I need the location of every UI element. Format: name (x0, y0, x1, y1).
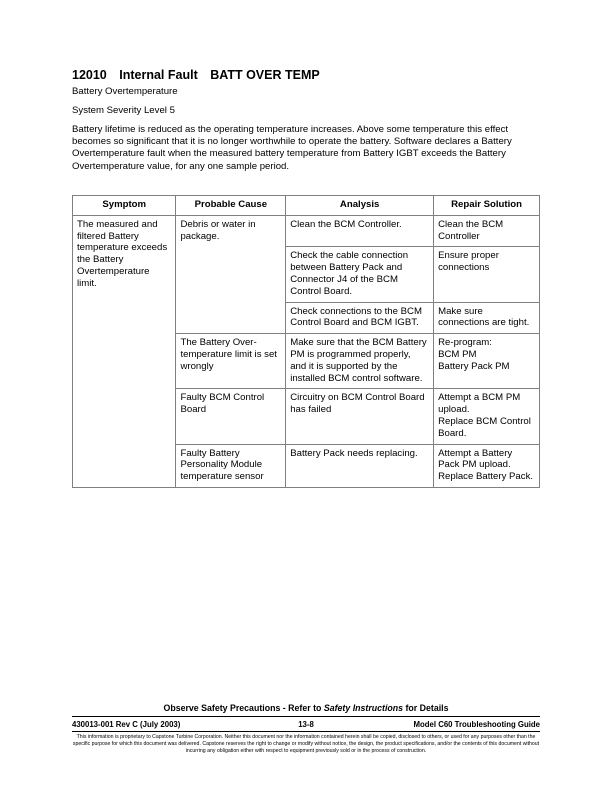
table-header-row (73, 196, 540, 216)
repair-line: Replace Battery Pack. (438, 471, 534, 483)
symptom-cell: The measured and filtered Battery temperature exceeds the Battery Overtemperature limit. (73, 215, 176, 487)
header-symptom: Symptom (73, 196, 176, 216)
severity-level: System Severity Level 5 (72, 105, 175, 116)
repair-line: Battery Pack PM (438, 360, 510, 372)
fault-name: BATT OVER TEMP (210, 68, 320, 82)
repair-cell (434, 215, 540, 247)
repair-cell (434, 247, 540, 302)
fault-subtitle: Battery Overtemperature (72, 86, 178, 97)
document-number: 430013-001 Rev C (July 2003) (72, 720, 181, 729)
troubleshooting-table (72, 195, 540, 488)
repair-line: Clean the BCM Controller (438, 218, 504, 242)
repair-line: Replace BCM Control Board. (438, 415, 531, 439)
analysis-cell: Battery Pack needs replacing. (286, 444, 434, 487)
cause-cell: Faulty Battery Personality Module temperature sensor (176, 444, 286, 487)
analysis-cell: Check connections to the BCM Control Board and BCM IGBT. (286, 302, 434, 334)
safety-notice (72, 703, 540, 713)
legal-notice: This information is proprietary to Capstone Turbine Corporation. Neither this document nor the information contained herein shall be copied, disclosed to others, or used for any purposes other than the specific purpose for which this document was delivered. Capstone reserves the right to change or modify without notice, the design, the product specifications, and/or the contents of this document without incurring any obligation either with respect to equipment previously sold or in the process of construction. (72, 734, 540, 754)
repair-line: Ensure proper connections (438, 250, 499, 274)
repair-cell (434, 334, 540, 389)
safety-instructions-ref: Safety Instructions (323, 703, 404, 713)
footer-divider (72, 731, 540, 732)
analysis-cell: Make sure that the BCM Battery PM is programmed properly, and it is supported by the installed BCM control software. (286, 334, 434, 389)
page-number: 13-8 (298, 720, 314, 729)
footer-divider (72, 716, 540, 717)
analysis-cell: Clean the BCM Controller. (286, 215, 434, 247)
repair-line: BCM PM (438, 348, 477, 360)
analysis-cell: Circuitry on BCM Control Board has failed (286, 389, 434, 444)
fault-code: 12010 (72, 68, 107, 82)
header-repair-solution: Repair Solution (434, 196, 540, 216)
fault-description: Battery lifetime is reduced as the operating temperature increases. Above some temperature this effect becomes so significant that it is no longer worthwhile to operate the battery. Software declares a Battery Overtemperature fault when the measured battery temperature from Battery IGBT exceeds the Battery Overtemperature value, for any one sample period. (72, 124, 512, 172)
repair-line: Make sure connections are tight. (438, 305, 530, 329)
fault-type: Internal Fault (119, 68, 198, 82)
cause-cell: Debris or water in package. (176, 215, 286, 333)
repair-line: Attempt a Battery Pack PM upload. (438, 447, 513, 471)
cause-cell: The Battery Over-temperature limit is set wrongly (176, 334, 286, 389)
guide-title: Model C60 Troubleshooting Guide (413, 720, 540, 729)
analysis-cell: Check the cable connection between Battery Pack and Connector J4 of the BCM Control Board. (286, 247, 434, 302)
repair-line: Re-program: (438, 337, 492, 349)
cause-cell: Faulty BCM Control Board (176, 389, 286, 444)
header-analysis: Analysis (286, 196, 434, 216)
repair-cell (434, 389, 540, 444)
repair-cell (434, 444, 540, 487)
repair-line: Attempt a BCM PM upload. (438, 392, 521, 416)
table-row (73, 215, 540, 247)
header-probable-cause: Probable Cause (176, 196, 286, 216)
safety-suffix: for Details (403, 703, 449, 713)
repair-cell (434, 302, 540, 334)
fault-heading (72, 68, 329, 82)
safety-prefix: Observe Safety Precautions - Refer to (163, 703, 324, 713)
